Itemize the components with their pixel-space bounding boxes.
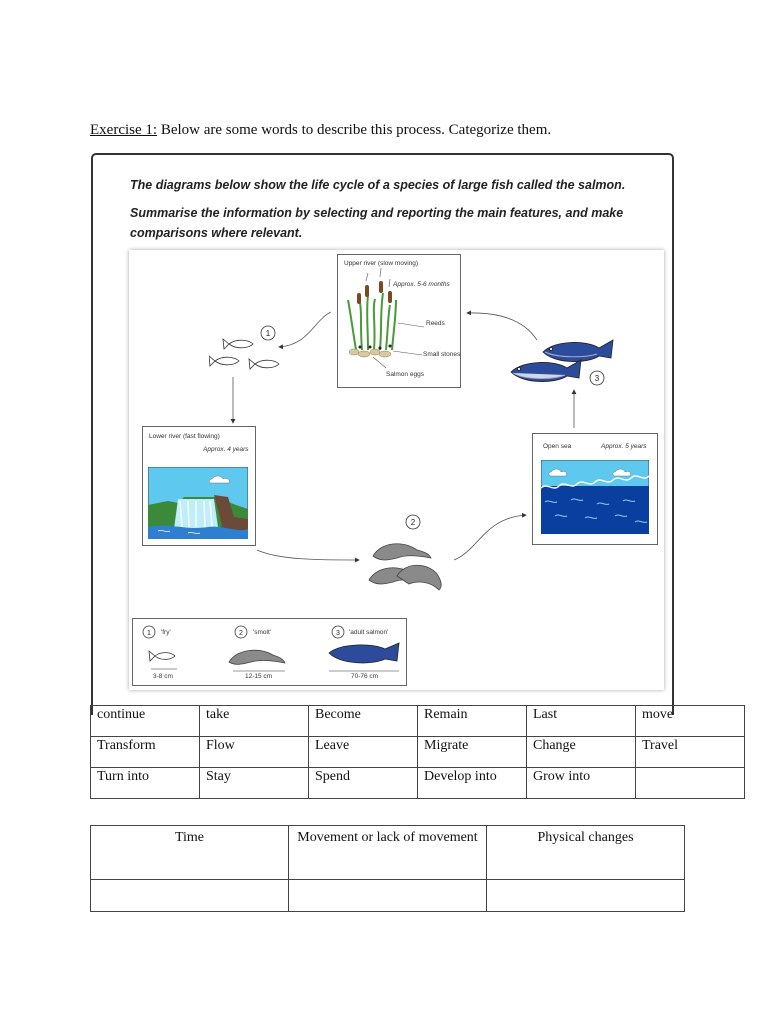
task-card	[91, 153, 674, 715]
word-cell: Leave	[309, 737, 418, 768]
svg-text:2: 2	[239, 630, 243, 637]
table-row	[91, 768, 745, 799]
svg-text:3: 3	[594, 374, 600, 383]
word-cell: Transform	[91, 737, 200, 768]
word-cell: Grow into	[527, 768, 636, 799]
lower-river-title: Lower river (fast flowing)	[149, 433, 220, 440]
table-row	[91, 737, 745, 768]
waterfall-illustration	[148, 467, 248, 539]
task-line-2: Summarise the information by selecting and reporting the main features, and make	[130, 206, 624, 220]
stage-2-number-icon	[405, 514, 421, 530]
word-cell: Become	[309, 706, 418, 737]
category-header-time: Time	[91, 826, 289, 880]
movement-answer-cell[interactable]	[289, 880, 487, 912]
legend-fry-name: 'fry'	[161, 629, 171, 636]
svg-text:3: 3	[336, 630, 340, 637]
legend-smolt-icon	[229, 650, 285, 664]
fry-fish-icon	[209, 334, 289, 384]
arrow-smolt-to-sea	[454, 515, 526, 560]
word-cell: Turn into	[91, 768, 200, 799]
word-cell: Develop into	[418, 768, 527, 799]
legend-smolt-name: 'smolt'	[253, 629, 272, 636]
category-header-movement: Movement or lack of movement	[289, 826, 487, 880]
lower-river-duration: Approx. 4 years	[203, 446, 249, 453]
arrow-lower-river-to-smolt	[257, 550, 359, 560]
adult-salmon-icon	[509, 336, 619, 396]
time-answer-cell[interactable]	[91, 880, 289, 912]
salmon-eggs-label: Salmon eggs	[386, 371, 424, 378]
word-cell: take	[200, 706, 309, 737]
task-line-1: The diagrams below show the life cycle of a species of large fish called the salmon.	[130, 178, 626, 192]
word-cell: Remain	[418, 706, 527, 737]
upper-river-title: Upper river (slow moving)	[344, 260, 419, 267]
category-answer-row	[91, 880, 685, 912]
small-stones-label: Small stones	[423, 351, 461, 358]
svg-text:1: 1	[147, 630, 151, 637]
open-sea-title: Open sea	[543, 443, 572, 450]
category-table	[90, 825, 685, 912]
sea-illustration	[541, 460, 649, 534]
word-cell: Stay	[200, 768, 309, 799]
word-cell: Change	[527, 737, 636, 768]
word-cell: Last	[527, 706, 636, 737]
legend-fry-size: 3-8 cm	[153, 673, 173, 680]
lower-river-box	[142, 426, 256, 546]
word-cell: Travel	[636, 737, 745, 768]
word-table	[90, 705, 745, 799]
table-row	[91, 706, 745, 737]
legend-smolt-size: 12-15 cm	[245, 673, 273, 680]
exercise-label: Exercise 1:	[90, 122, 158, 138]
word-cell	[636, 768, 745, 799]
open-sea-duration: Approx. 5 years	[601, 443, 647, 450]
word-cell: Migrate	[418, 737, 527, 768]
upper-river-box	[337, 254, 461, 388]
salmon-life-cycle-diagram	[129, 250, 664, 690]
legend-adult-name: 'adult salmon'	[349, 629, 389, 636]
legend-adult-icon	[329, 643, 399, 663]
word-cell: Flow	[200, 737, 309, 768]
task-line-3: comparisons where relevant.	[130, 226, 303, 240]
word-cell: Spend	[309, 768, 418, 799]
svg-text:1: 1	[265, 329, 271, 338]
open-sea-box	[532, 433, 658, 545]
category-header-row	[91, 826, 685, 880]
svg-text:2: 2	[410, 518, 416, 527]
upper-river-duration: Approx. 5-6 months	[393, 281, 450, 288]
word-cell: continue	[91, 706, 200, 737]
legend-adult-size: 70-76 cm	[351, 673, 379, 680]
physical-changes-answer-cell[interactable]	[487, 880, 685, 912]
word-cell: move	[636, 706, 745, 737]
legend-fry-icon	[149, 651, 175, 661]
stage-legend-box	[132, 618, 407, 686]
smolt-fish-icon	[367, 538, 447, 598]
reeds-label: Reeds	[426, 320, 445, 327]
stage-3-number-icon	[589, 370, 605, 386]
stage-1-number-icon	[260, 325, 276, 341]
category-header-physical-changes: Physical changes	[487, 826, 685, 880]
exercise-instruction: Below are some words to describe this process. Categorize them.	[157, 122, 552, 138]
exercise-heading	[90, 122, 551, 139]
